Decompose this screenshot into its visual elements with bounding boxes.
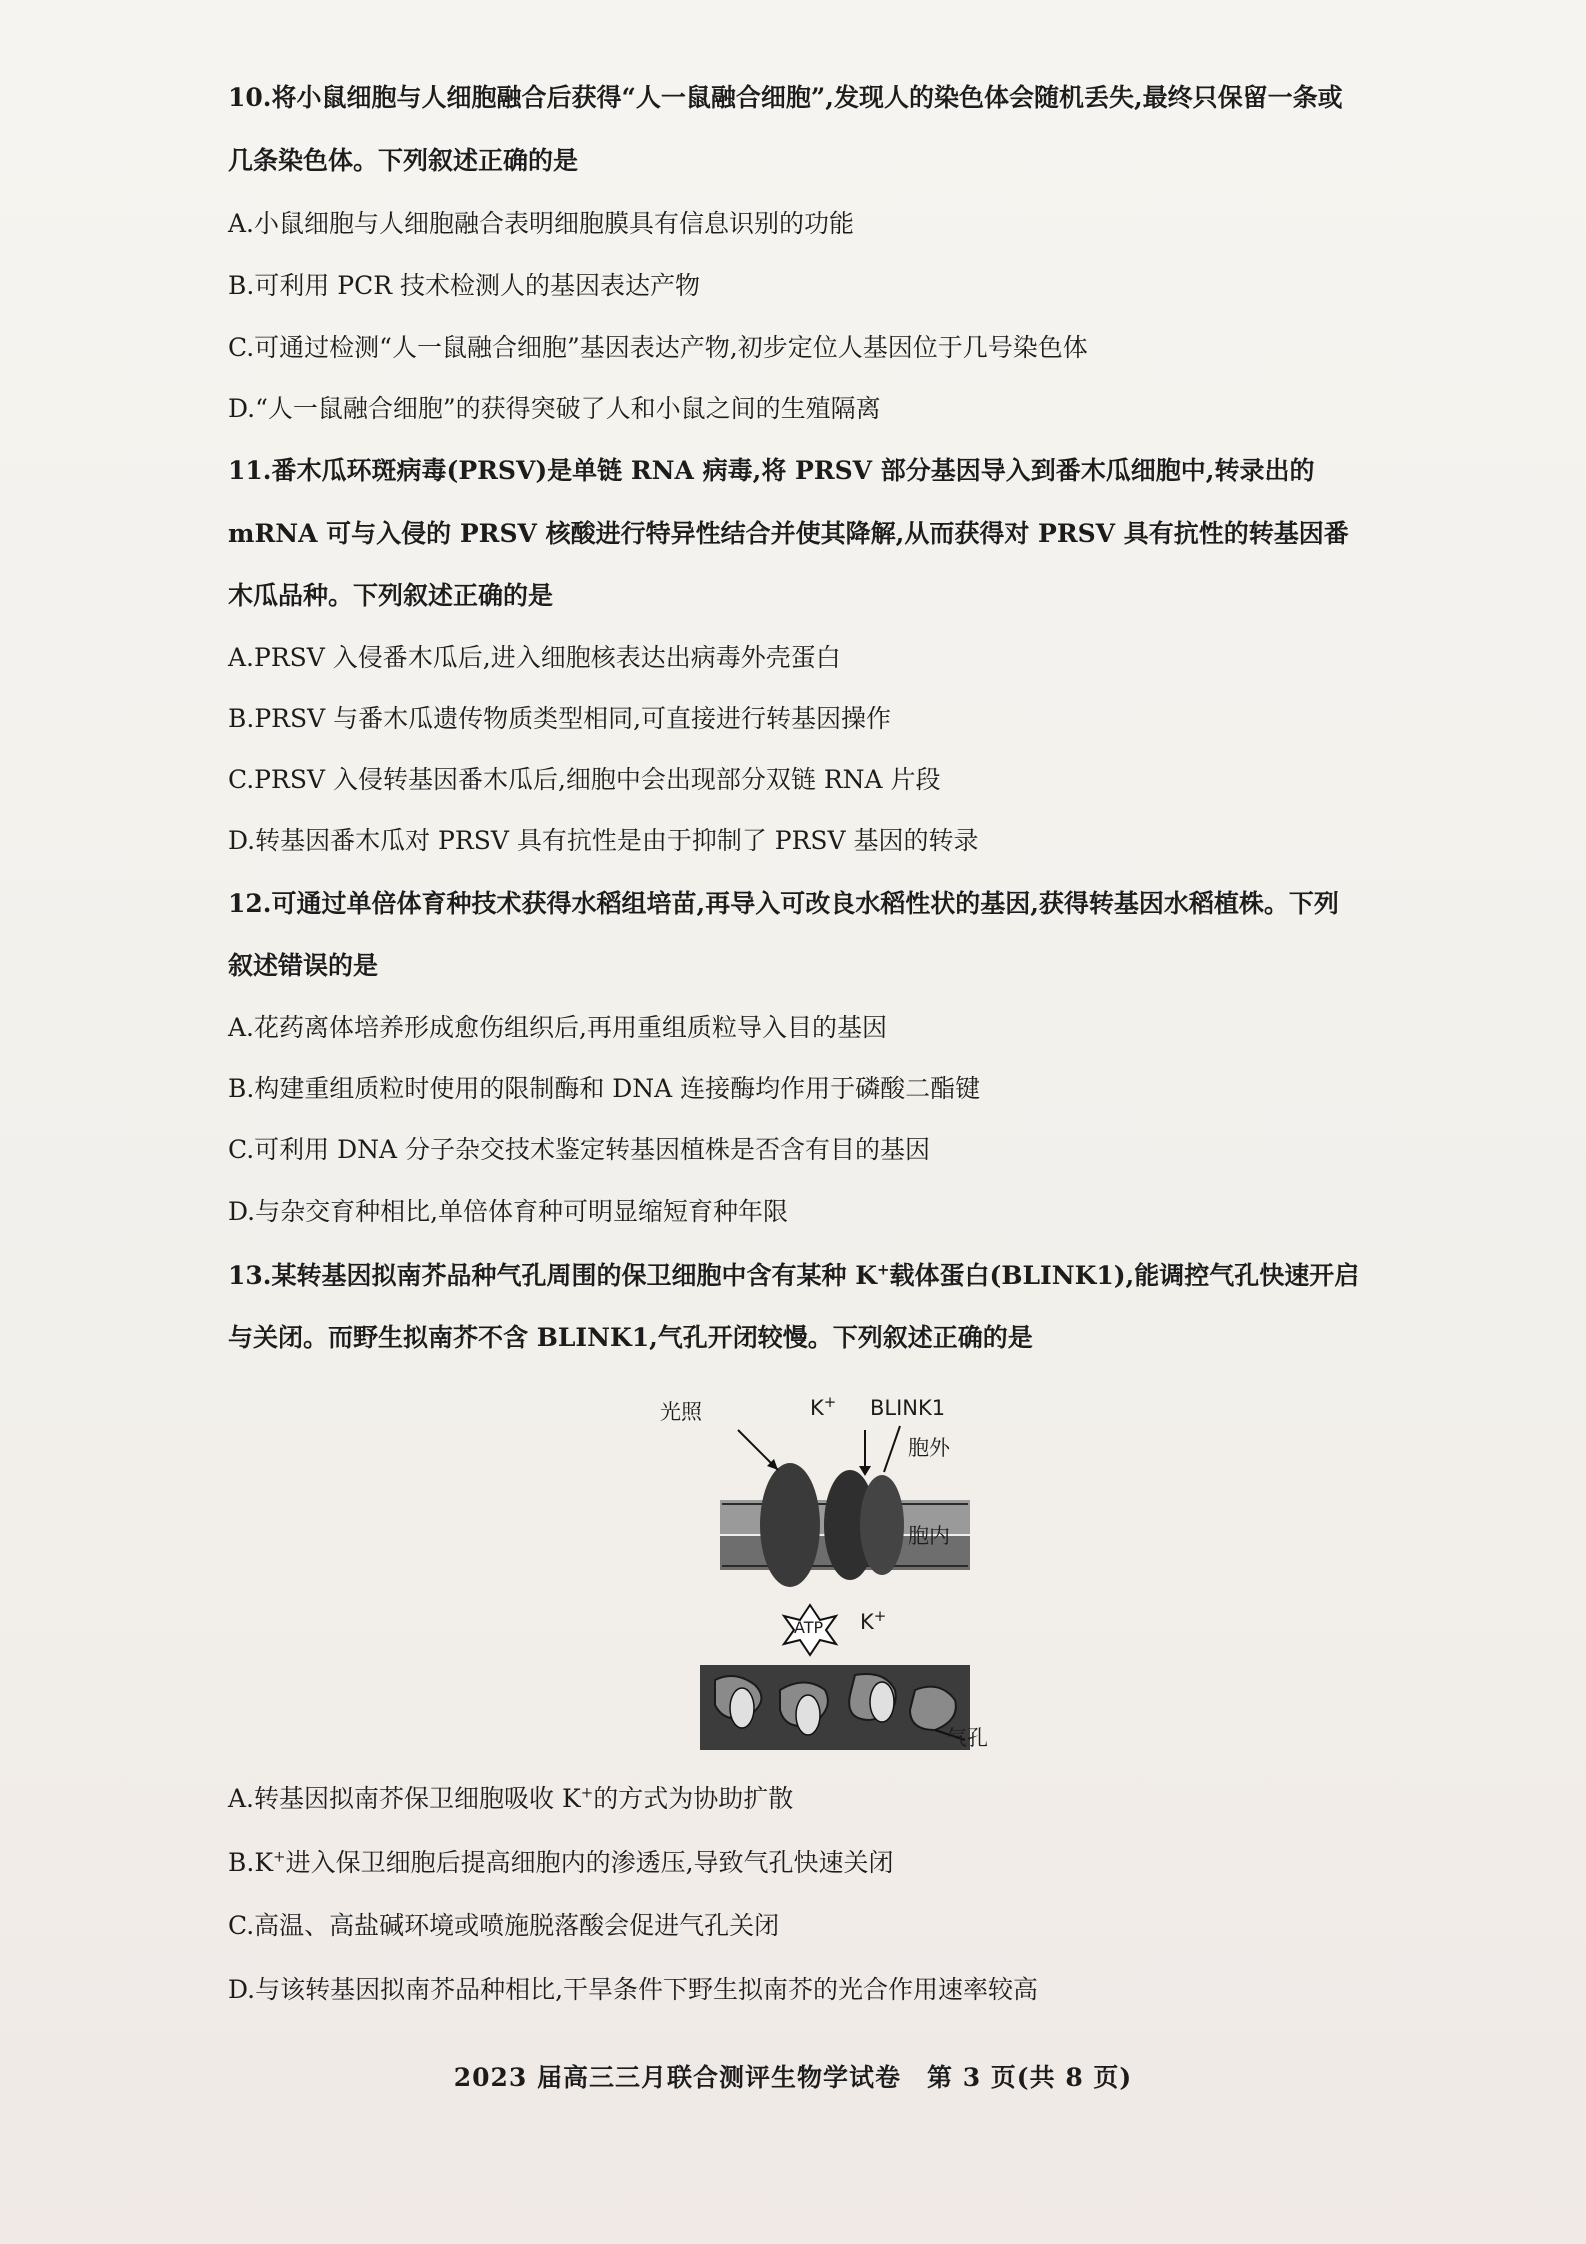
q12-stem-line1: 12.可通过单倍体育种技术获得水稻组培苗,再导入可改良水稻性状的基因,获得转基因水稻植株。下列 (228, 889, 1339, 918)
inside-cell-label: 胞内 (908, 1524, 950, 1548)
q10-option-d: D.“人一鼠融合细胞”的获得突破了人和小鼠之间的生殖隔离 (228, 394, 881, 423)
stomata-figure (660, 1390, 990, 1750)
k-ion-inside-text: K (860, 1610, 874, 1634)
q12-option-c: C.可利用 DNA 分子杂交技术鉴定转基因植株是否含有目的基因 (228, 1135, 931, 1164)
q13-option-b-text-b: 进入保卫细胞后提高细胞内的渗透压,导致气孔快速关闭 (285, 1848, 894, 1877)
q10-option-c: C.可通过检测“人一鼠融合细胞”基因表达产物,初步定位人基因位于几号染色体 (228, 333, 1088, 362)
q11-option-d: D.转基因番木瓜对 PRSV 具有抗性是由于抑制了 PRSV 基因的转录 (228, 826, 979, 855)
q11-option-b: B.PRSV 与番木瓜遗传物质类型相同,可直接进行转基因操作 (228, 704, 892, 733)
q13-option-a-sup: + (580, 1783, 594, 1802)
page-footer: 2023 届高三三月联合测评生物学试卷 第 3 页(共 8 页) (453, 2063, 1133, 2092)
q13-option-a-text-b: 的方式为协助扩散 (593, 1784, 794, 1813)
q10-option-a: A.小鼠细胞与人细胞融合表明细胞膜具有信息识别的功能 (228, 209, 855, 238)
q13-option-b-sup: + (273, 1847, 286, 1866)
k-ion-inside-label (860, 1607, 887, 1634)
outside-cell-label: 胞外 (908, 1436, 950, 1460)
q13-stem-text-b: 载体蛋白(BLINK1),能调控气孔快速开启 (889, 1261, 1360, 1290)
q13-option-d: D.与该转基因拟南芥品种相比,干旱条件下野生拟南芥的光合作用速率较高 (228, 1975, 1039, 2004)
q13-option-a (228, 1783, 793, 1815)
q10-stem-line1: 10.将小鼠细胞与人细胞融合后获得“人一鼠融合细胞”,发现人的染色体会随机丢失,最终只保留一条或 (228, 83, 1343, 112)
q12-option-a: A.花药离体培养形成愈伤组织后,再用重组质粒导入目的基因 (228, 1013, 887, 1042)
k-ion-text: K (810, 1396, 824, 1420)
q11-option-a: A.PRSV 入侵番木瓜后,进入细胞核表达出病毒外壳蛋白 (228, 643, 841, 672)
q13-stem-line1 (228, 1260, 1359, 1292)
photo-receptor-protein (760, 1463, 820, 1587)
light-label: 光照 (660, 1400, 702, 1424)
atp-label: ATP (794, 1618, 824, 1637)
q13-option-b (228, 1847, 894, 1879)
q11-stem-line3: 木瓜品种。下列叙述正确的是 (228, 581, 554, 610)
k-ion-inside-sup: + (873, 1607, 887, 1625)
q13-stem-sup: + (876, 1260, 890, 1279)
stoma-label: 气孔 (946, 1726, 988, 1750)
q13-option-b-text-a: B.K (228, 1848, 273, 1877)
q13-option-a-text-a: A.转基因拟南芥保卫细胞吸收 K (228, 1784, 581, 1813)
q11-stem-line1: 11.番木瓜环斑病毒(PRSV)是单链 RNA 病毒,将 PRSV 部分基因导入到番木瓜细胞中,转录出的 (228, 456, 1315, 485)
q13-stem-line2: 与关闭。而野生拟南芥不含 BLINK1,气孔开闭较慢。下列叙述正确的是 (228, 1323, 1033, 1352)
q13-option-c: C.高温、高盐碱环境或喷施脱落酸会促进气孔关闭 (228, 1911, 780, 1940)
blink1-label: BLINK1 (870, 1396, 946, 1420)
q10-stem-line2: 几条染色体。下列叙述正确的是 (228, 146, 579, 175)
blink1-channel-protein-2 (860, 1475, 904, 1575)
q10-option-b: B.可利用 PCR 技术检测人的基因表达产物 (228, 271, 700, 300)
q12-option-b: B.构建重组质粒时使用的限制酶和 DNA 连接酶均作用于磷酸二酯键 (228, 1074, 981, 1103)
q13-stem-text-a: 13.某转基因拟南芥品种气孔周围的保卫细胞中含有某种 K (228, 1261, 877, 1290)
k-ion-label (810, 1393, 837, 1420)
q11-stem-line2: mRNA 可与入侵的 PRSV 核酸进行特异性结合并使其降解,从而获得对 PRSV 具有抗性的转基因番 (228, 519, 1349, 548)
k-ion-sup: + (823, 1393, 837, 1411)
q11-option-c: C.PRSV 入侵转基因番木瓜后,细胞中会出现部分双链 RNA 片段 (228, 765, 941, 794)
q12-stem-line2: 叙述错误的是 (228, 951, 379, 980)
q12-option-d: D.与杂交育种相比,单倍体育种可明显缩短育种年限 (228, 1197, 789, 1226)
